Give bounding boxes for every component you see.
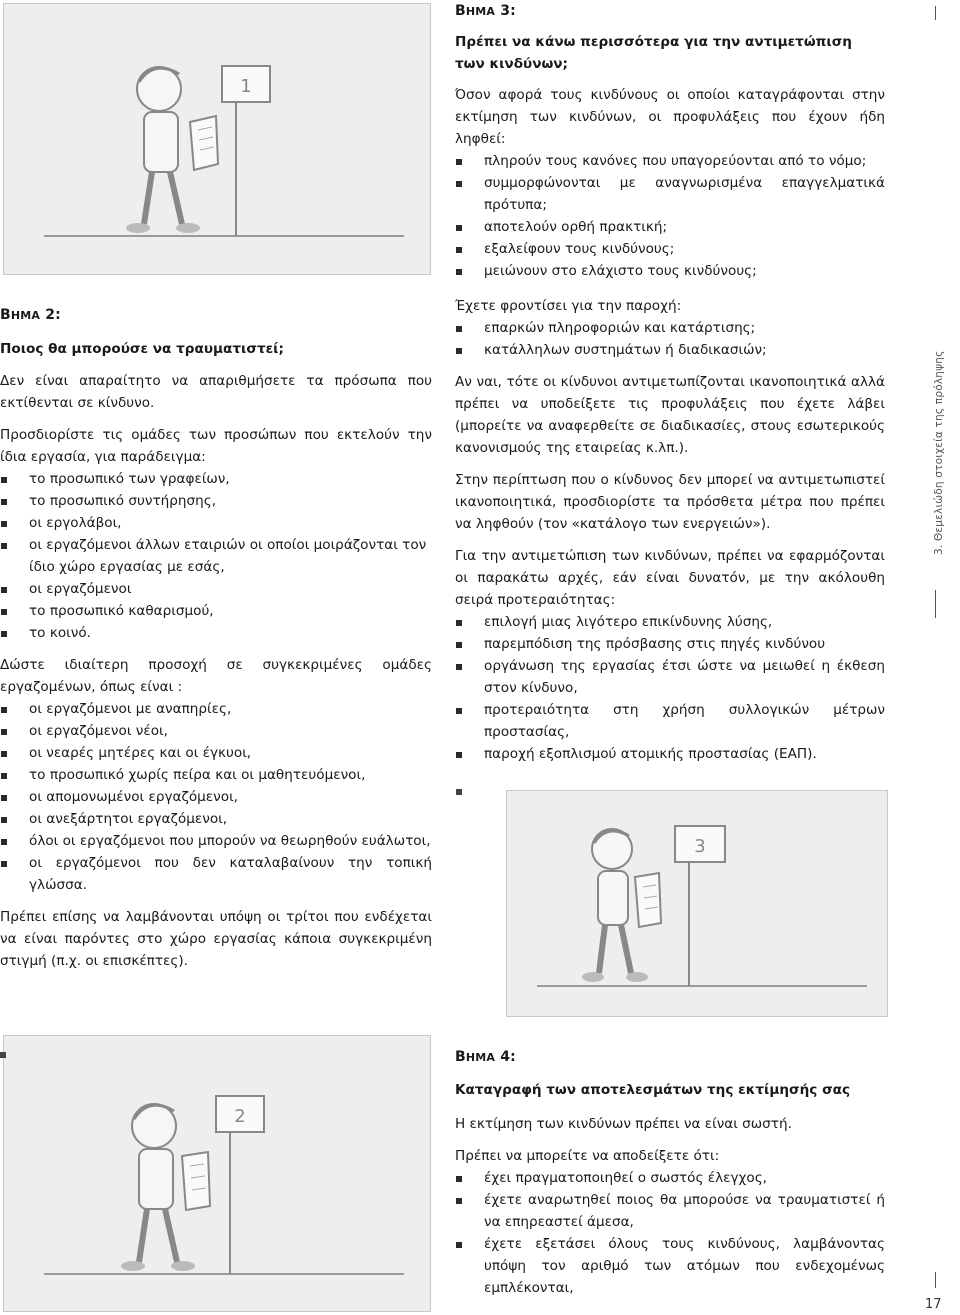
step-3-precautions-list: [455, 150, 885, 282]
edge-tick: [935, 1272, 936, 1288]
list-item: συμμορφώνονται με αναγνωρισμένα επαγγελματικά πρότυπα;: [455, 172, 885, 216]
step-4-paragraph-2: Πρέπει να μπορείτε να αποδείξετε ότι:: [455, 1148, 720, 1164]
figure-with-sign-3: [507, 791, 887, 1016]
list-item: οργάνωση της εργασίας έτσι ώστε να μειωθεί η έκθεση στον κίνδυνο,: [455, 655, 885, 699]
step-3-principles-list: [455, 611, 885, 765]
list-item: οι απομονωμένοι εργαζόμενοι,: [0, 786, 432, 808]
step-4-question: Καταγραφή των αποτελεσμάτων της εκτίμησής σας: [455, 1082, 851, 1098]
figure-with-sign-1: [4, 4, 430, 274]
step-2-section: [0, 304, 432, 972]
list-item: αποτελούν ορθή πρακτική;: [455, 216, 885, 238]
edge-tick: [935, 6, 936, 20]
list-item: οι ανεξάρτητοι εργαζόμενοι,: [0, 808, 432, 830]
step-2-paragraph-3: Δώστε ιδιαίτερη προσοχή σε συγκεκριμένες ομάδες εργαζομένων, όπως είναι :: [0, 657, 432, 695]
list-item: όλοι οι εργαζόμενοι που μπορούν να θεωρηθούν ευάλωτοι,: [0, 830, 432, 852]
step-3-paragraph-5: Για την αντιμετώπιση των κινδύνων, πρέπει να εφαρμόζονται οι παρακάτω αρχές, εάν είναι δυνατόν, με την ακόλουθη σειρά προτεραιότητας:: [455, 548, 885, 608]
list-item: το προσωπικό των γραφείων,: [0, 468, 432, 490]
corner-marker: [0, 1052, 6, 1058]
sign-number-1: 1: [240, 76, 252, 97]
list-item: έχετε αναρωτηθεί ποιος θα μπορούσε να τραυματιστεί ή να επηρεαστεί άμεσα,: [455, 1189, 885, 1233]
step-4-paragraph-1: Η εκτίμηση των κινδύνων πρέπει να είναι σωστή.: [455, 1116, 792, 1132]
illustration-step-3: [506, 790, 888, 1017]
list-item: κατάλληλων συστημάτων ή διαδικασιών;: [455, 339, 885, 361]
step-3-paragraph-2: Έχετε φροντίσει για την παροχή:: [455, 298, 682, 314]
list-item: το προσωπικό χωρίς πείρα και οι μαθητευόμενοι,: [0, 764, 432, 786]
step-3-paragraph-4: Στην περίπτωση που ο κίνδυνος δεν μπορεί να αντιμετωπιστεί ικανοποιητικά, προσδιορίστε τα πρόσθετα μέτρα που πρέπει να ληφθούν (τον «κατάλογο των ενεργειών»).: [455, 472, 885, 532]
step-2-question: Ποιος θα μπορούσε να τραυματιστεί;: [0, 341, 284, 357]
list-item: εξαλείφουν τους κινδύνους;: [455, 238, 885, 260]
list-item: το κοινό.: [0, 622, 432, 644]
step-3-paragraph-1: Όσον αφορά τους κινδύνους οι οποίοι καταγράφονται στην εκτίμηση των κινδύνων, οι προφυλάξεις που έχουν ήδη ληφθεί:: [455, 87, 885, 147]
step-2-label: ΒΗΜΑ 2:: [0, 307, 61, 323]
list-item: οι εργαζόμενοι άλλων εταιριών οι οποίοι μοιράζονται τον ίδιο χώρο εργασίας με εσάς,: [0, 534, 432, 578]
list-item: μειώνουν στο ελάχιστο τους κινδύνους;: [455, 260, 885, 282]
step-2-groups-list: [0, 468, 432, 644]
step-4-section: [455, 1046, 885, 1299]
step-3-paragraph-3: Αν ναι, τότε οι κίνδυνοι αντιμετωπίζονται ικανοποιητικά αλλά πρέπει να υποδείξετε τις προφυλάξεις που έχετε λάβει (μπορείτε να αναφερθείτε σε διαδικασίες, στους εσωτερικούς κανονισμούς της εταιρείας κ.λπ.).: [455, 374, 885, 456]
list-item: προτεραιότητα στη χρήση συλλογικών μέτρων προστασίας,: [455, 699, 885, 743]
step-2-paragraph-4: Πρέπει επίσης να λαμβάνονται υπόψη οι τρίτοι που ενδέχεται να είναι παρόντες στο χώρο εργασίας κάποια συγκεκριμένη στιγμή (π.χ. οι επισκέπτες).: [0, 909, 432, 969]
list-item: έχετε εξετάσει όλους τους κινδύνους, λαμβάνοντας υπόψη τον αριθμό των ατόμων που ενδεχομένως εμπλέκονται,: [455, 1233, 885, 1299]
step-2-paragraph-2: Προσδιορίστε τις ομάδες των προσώπων που εκτελούν την ίδια εργασία, για παράδειγμα:: [0, 427, 432, 465]
figure-with-sign-2: [4, 1036, 430, 1311]
illustration-step-2: [3, 1035, 431, 1312]
sign-number-2: 2: [234, 1106, 246, 1127]
corner-marker: [456, 789, 462, 795]
list-item: οι εργαζόμενοι: [0, 578, 432, 600]
list-item: οι εργαζόμενοι νέοι,: [0, 720, 432, 742]
list-item: οι εργολάβοι,: [0, 512, 432, 534]
step-2-special-groups-list: [0, 698, 432, 896]
chapter-sidebar-label: 3. Θεμελιώδη στοιχεία της πρόληψης: [933, 350, 945, 555]
list-item: παροχή εξοπλισμού ατομικής προστασίας (ΕΑΠ).: [455, 743, 885, 765]
list-item: οι νεαρές μητέρες και οι έγκυοι,: [0, 742, 432, 764]
illustration-step-1: [3, 3, 431, 275]
list-item: το προσωπικό καθαρισμού,: [0, 600, 432, 622]
list-item: έχει πραγματοποιηθεί ο σωστός έλεγχος,: [455, 1167, 885, 1189]
step-4-label: ΒΗΜΑ 4:: [455, 1049, 516, 1065]
step-3-provision-list: [455, 317, 885, 361]
step-3-section: [455, 0, 885, 765]
step-3-question: Πρέπει να κάνω περισσότερα για την αντιμετώπιση των κινδύνων;: [455, 34, 852, 72]
step-4-proof-list: [455, 1167, 885, 1299]
list-item: οι εργαζόμενοι που δεν καταλαβαίνουν την τοπική γλώσσα.: [0, 852, 432, 896]
list-item: πληρούν τους κανόνες που υπαγορεύονται από το νόμο;: [455, 150, 885, 172]
list-item: οι εργαζόμενοι με αναπηρίες,: [0, 698, 432, 720]
edge-tick: [935, 590, 936, 618]
step-3-label: ΒΗΜΑ 3:: [455, 3, 516, 19]
list-item: επαρκών πληροφοριών και κατάρτισης;: [455, 317, 885, 339]
list-item: παρεμπόδιση της πρόσβασης στις πηγές κινδύνου: [455, 633, 885, 655]
page-number: 17: [925, 1297, 942, 1312]
list-item: επιλογή μιας λιγότερο επικίνδυνης λύσης,: [455, 611, 885, 633]
step-2-paragraph-1: Δεν είναι απαραίτητο να απαριθμήσετε τα πρόσωπα που εκτίθενται σε κίνδυνο.: [0, 373, 432, 411]
list-item: το προσωπικό συντήρησης,: [0, 490, 432, 512]
sign-number-3: 3: [694, 836, 706, 857]
